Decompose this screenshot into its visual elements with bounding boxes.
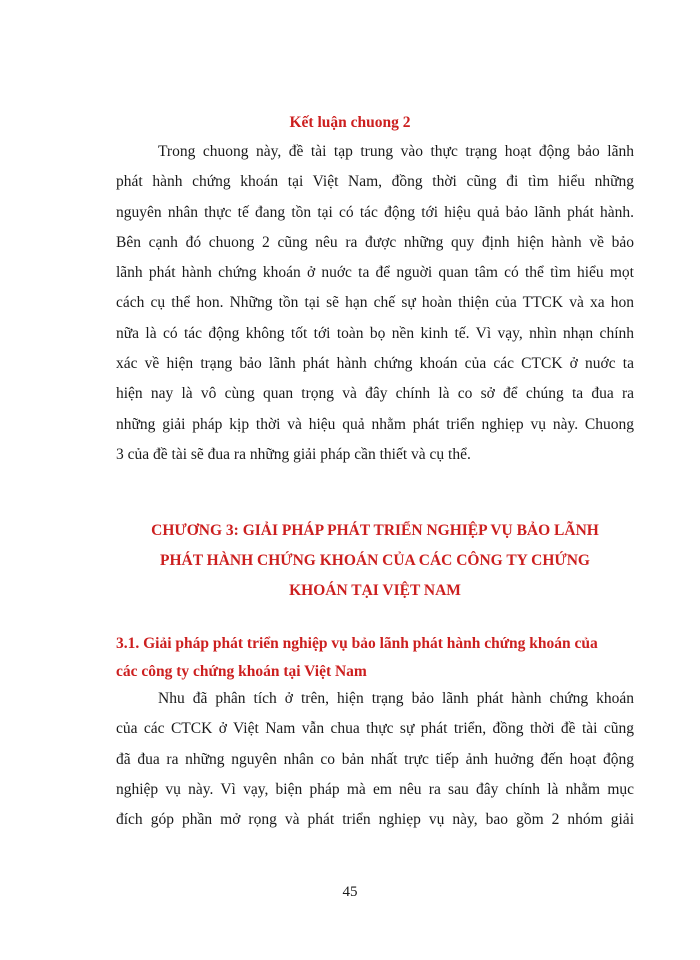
chapter-title-line: KHOÁN TẠI VIỆT NAM	[289, 582, 461, 599]
paragraph-line: phát hành chứng khoán tại Việt Nam, đồng thời cũng đi tìm hiểu những	[116, 173, 634, 191]
paragraph-line: Nhu đã phân tích ở trên, hiện trạng bảo lãnh phát hành chứng khoán	[158, 690, 634, 707]
chapter-title-line: CHƯƠNG 3: GIẢI PHÁP PHÁT TRIỂN NGHIỆP VỤ BẢO LÃNH	[151, 522, 599, 539]
chapter-title	[116, 516, 634, 606]
paragraph-line: lãnh phát hành chứng khoán ở nuớc ta để nguời quan tâm có thể tìm hiểu mọt	[116, 264, 634, 282]
paragraph-line: Bên cạnh đó chuong 2 cũng nêu ra được những quy định hiện hành về bảo	[116, 233, 634, 251]
section-title-line: 3.1. Giải pháp phát triển nghiệp vụ bảo lãnh phát hành chứng khoán của	[116, 635, 598, 652]
section-title	[116, 630, 634, 686]
paragraph-line: nghiệp vụ này. Vì vạy, biện pháp mà em nêu ra sau đây chính là nhằm mục	[116, 780, 634, 798]
paragraph-line: đích góp phần mở rọng và phát triển nghiẹp vụ này, bao gồm 2 nhóm giải	[116, 811, 634, 829]
section-paragraph	[116, 684, 634, 835]
conclusion-paragraph	[116, 137, 634, 470]
paragraph-line: xác về hiện trạng bảo lãnh phát hành chứng khoán của các CTCK ở nuớc ta	[116, 355, 634, 373]
paragraph-line: nữa là có tác động không tốt tới toàn bọ nền kinh tế. Vì vạy, nhìn nhạn chính	[116, 324, 634, 342]
paragraph-line: 3 của đề tài sẽ đua ra những giải pháp cần thiết và cụ thể.	[116, 445, 471, 463]
conclusion-heading: Kết luận chuong 2	[289, 114, 411, 131]
chapter-title-line: PHÁT HÀNH CHỨNG KHOÁN CỦA CÁC CÔNG TY CHỨNG	[160, 552, 590, 569]
paragraph-line: những giải pháp kịp thời và hiệu quả nhằm phát triển nghiẹp vụ này. Chuong	[116, 415, 634, 433]
page-number: 45	[342, 884, 358, 900]
paragraph-line: cách cụ thể hon. Những tồn tại sẽ hạn chế sự hoàn thiện của TTCK và xa hon	[116, 294, 634, 312]
paragraph-line: của các CTCK ở Việt Nam vẫn chua thực sự phát triển, đồng thời đề tài cũng	[116, 720, 634, 738]
paragraph-line: Trong chuong này, đề tài tạp trung vào thực trạng hoạt động bảo lãnh	[158, 143, 634, 160]
paragraph-line: hiện nay là vô cùng quan trọng và đây chính là co sở để chúng ta đua ra	[116, 385, 634, 403]
paragraph-line: đã đua ra những nguyên nhân co bản nhất trực tiếp ảnh huởng đến hoạt động	[116, 750, 634, 768]
paragraph-line: nguyên nhân thực tế đang tồn tại có tác động tới hiệu quả bảo lãnh phát hành.	[116, 203, 634, 221]
section-title-line: các công ty chứng khoán tại Việt Nam	[116, 663, 367, 680]
